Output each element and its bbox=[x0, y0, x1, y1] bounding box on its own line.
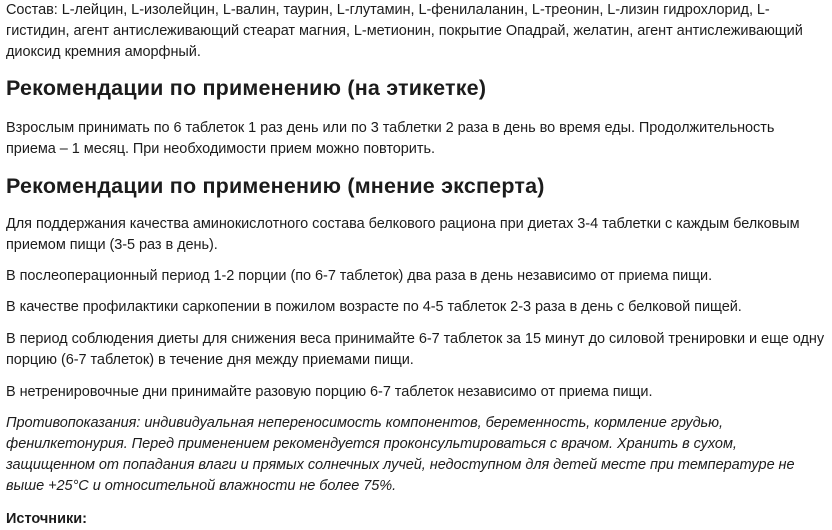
composition-text: Состав: L-лейцин, L-изолейцин, L-валин, таурин, L-глутамин, L-фенилаланин, L-треонин, L-лизин гидрохлорид, L-гистидин, агент антислеживающий стеарат магния, L-метионин, покрытие Опадрай, желатин, агент антислеживающий диоксид кремния аморфный. bbox=[6, 2, 803, 60]
expert-paragraph-diet: Для поддержания качества аминокислотного состава белкового рациона при диетах 3-4 таблетки с каждым белковым приемом пищи (3-5 раз в день). bbox=[6, 216, 800, 253]
expert-paragraph-rest-days: В нетренировочные дни принимайте разовую порцию 6-7 таблеток независимо от приема пищи. bbox=[6, 384, 653, 400]
label-usage-text: Взрослым принимать по 6 таблеток 1 раз день или по 3 таблетки 2 раза в день во время еды. Продолжительность приема – 1 месяц. При необходимости прием можно повторить. bbox=[6, 120, 775, 157]
expert-paragraph-weight-loss: В период соблюдения диеты для снижения веса принимайте 6-7 таблеток за 15 минут до силовой тренировки и еще одну порцию (6-7 таблеток) в течение дня между приемами пищи. bbox=[6, 331, 825, 368]
expert-paragraph-sarcopenia: В качестве профилактики саркопении в пожилом возрасте по 4-5 таблеток 2-3 раза в день с белковой пищей. bbox=[6, 299, 742, 315]
expert-usage-heading: Рекомендации по применению (мнение эксперта) bbox=[6, 174, 545, 198]
expert-paragraph-postoperative: В послеоперационный период 1-2 порции (по 6-7 таблеток) два раза в день независимо от приема пищи. bbox=[6, 268, 713, 284]
contraindications-text: Противопоказания: индивидуальная непереносимость компонентов, беременность, кормление грудью, фенилкетонурия. Перед применением рекомендуется проконсультироваться с врачом. Хранить в сухом, защищенном от попадания влаги и прямых солнечных лучей, недоступном для детей месте при температуре не выше +25°С и относительной влажности не более 75%. bbox=[6, 415, 795, 494]
label-usage-heading: Рекомендации по применению (на этикетке) bbox=[6, 76, 487, 100]
sources-heading: Источники: bbox=[6, 511, 87, 527]
